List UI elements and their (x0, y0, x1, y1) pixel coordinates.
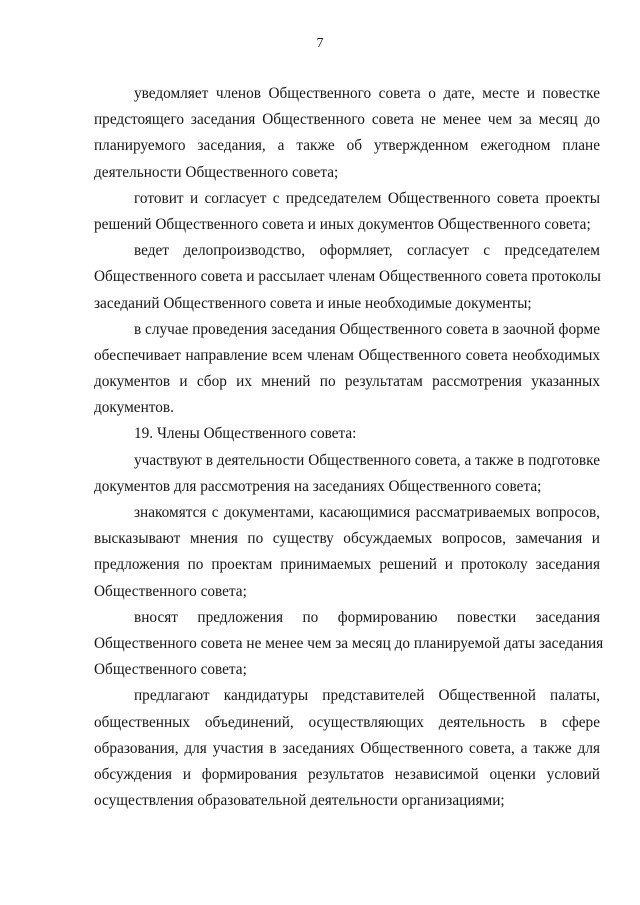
text-line: Общественного совета; (94, 661, 247, 679)
text-line: решений Общественного совета и иных документов Общественного совета; (94, 215, 591, 233)
text-line: предстоящего заседания Общественного совета не менее чем за месяц до (94, 111, 600, 129)
text-line: деятельности Общественного совета; (94, 163, 339, 181)
text-line: в случае проведения заседания Общественного совета в заочной форме (134, 320, 600, 338)
text-line: уведомляет членов Общественного совета о дате, месте и повестке (134, 85, 600, 102)
text-line: документов. (94, 399, 174, 417)
text-line: планируемого заседания, а также об утвержденном ежегодном плане (94, 137, 600, 155)
text-line: готовит и согласует с председателем Общественного совета проекты (134, 189, 600, 207)
paragraph (94, 81, 600, 186)
document-body (94, 81, 604, 814)
text-line: вносят предложения по формированию повестки заседания (134, 608, 600, 626)
text-line: документов для рассмотрения на заседаниях Общественного совета; (94, 477, 542, 495)
paragraph (94, 421, 600, 447)
text-line: высказывают мнения по существу обсуждаемых вопросов, замечания и (94, 530, 600, 548)
text-line: образования, для участия в заседаниях Общественного совета, а также для (94, 739, 600, 757)
paragraph (94, 448, 600, 500)
text-line: обсуждения и формирования результатов независимой оценки условий (94, 765, 600, 783)
text-line: Общественного совета и рассылает членам Общественного совета протоколы (94, 268, 601, 286)
paragraph (94, 683, 600, 814)
text-line: документов и сбор их мнений по результатам рассмотрения указанных (94, 373, 600, 391)
paragraph (94, 238, 600, 317)
text-line: предлагают кандидатуры представителей Общественной палаты, (134, 687, 600, 705)
paragraph (94, 317, 600, 422)
paragraph (94, 500, 600, 605)
text-line: предложения по проектам принимаемых решений и протоколу заседания (94, 556, 600, 574)
text-line: общественных объединений, осуществляющих деятельность в сфере (94, 713, 600, 731)
text-line: ведет делопроизводство, оформляет, согласует с председателем (134, 242, 600, 260)
text-line: участвуют в деятельности Общественного совета, а также в подготовке (134, 451, 600, 469)
paragraph (94, 605, 604, 684)
text-line: осуществления образовательной деятельности организациями; (94, 792, 505, 810)
paragraph (94, 186, 600, 238)
text-line: заседаний Общественного совета и иные необходимые документы; (94, 294, 532, 312)
text-line: Общественного совета не менее чем за месяц до планируемой даты заседания (94, 634, 604, 652)
page-number: 7 (316, 36, 324, 51)
text-line: знакомятся с документами, касающимися рассматриваемых вопросов, (134, 504, 600, 521)
text-line: обеспечивает направление всем членам Общественного совета необходимых (94, 346, 600, 364)
text-line: 19. Члены Общественного совета: (134, 425, 357, 443)
text-line: Общественного совета; (94, 582, 247, 600)
